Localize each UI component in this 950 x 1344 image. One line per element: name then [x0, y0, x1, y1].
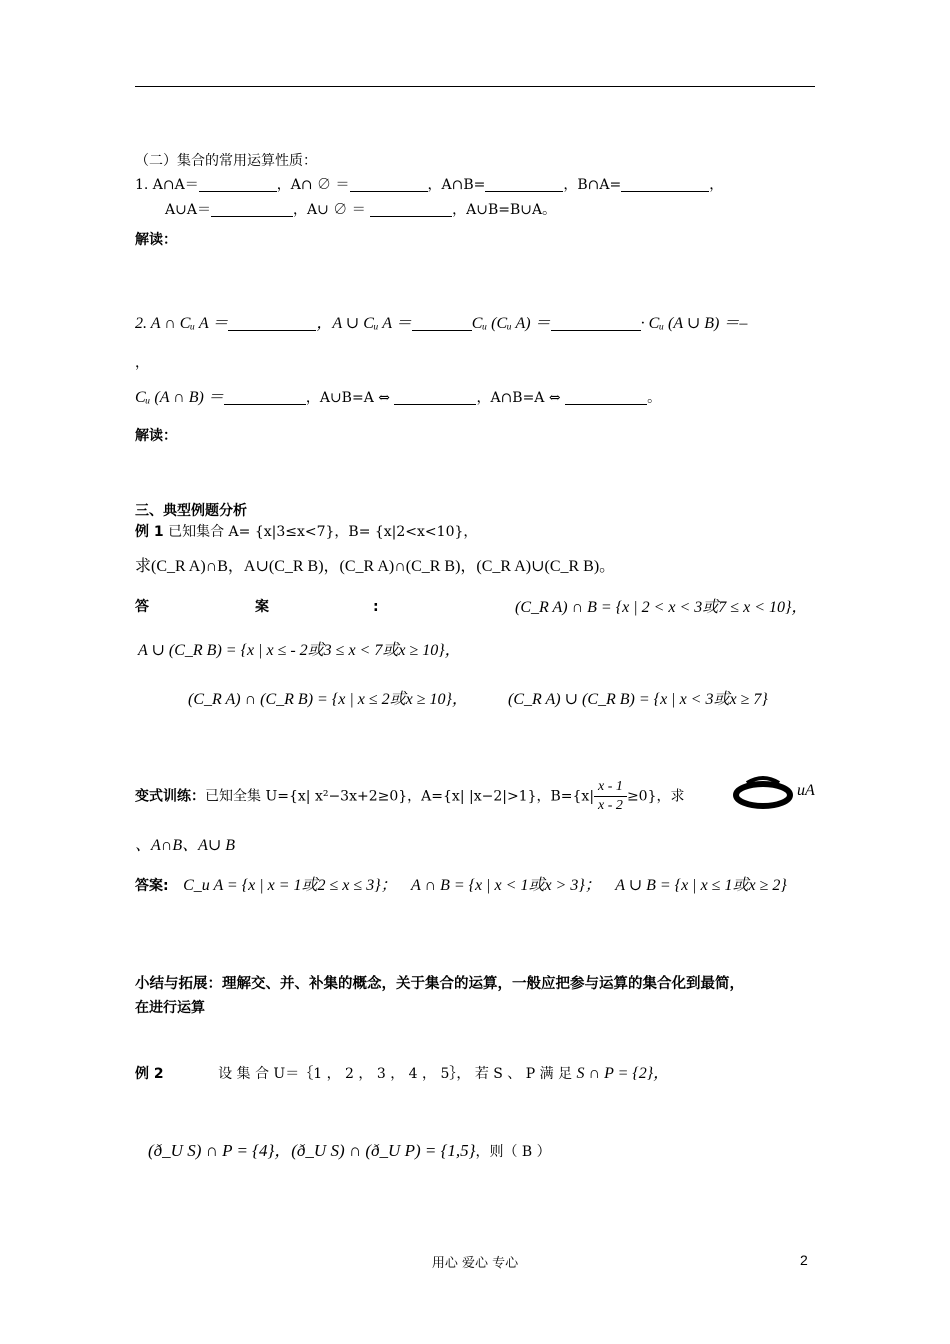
page-number: 2 — [800, 1252, 808, 1268]
property-text: A∪A＝ — [165, 202, 211, 218]
property-text: 1. A∩A＝ — [135, 177, 199, 193]
answer-blank — [370, 204, 452, 217]
property-text: ，A∪ ∅ ＝ — [292, 202, 371, 218]
section-heading: （二）集合的常用运算性质： — [135, 153, 317, 169]
answer-blank — [228, 318, 316, 331]
property-text: ，B∩A= — [563, 177, 622, 193]
summary-line-1: 小结与拓展：理解交、并、补集的概念，关于集合的运算，一般应把参与运算的集合化到最简， — [135, 976, 744, 992]
answer-blank — [350, 179, 428, 192]
comma: ， — [135, 355, 149, 371]
variant-label: 变式训练： — [135, 788, 205, 805]
q2-line2-mid2: ，A∩B=A ⇔ — [476, 390, 566, 406]
fraction-numerator: x - 1 — [594, 778, 627, 797]
example-2 — [135, 1060, 669, 1083]
answer-4: (C_R A) ∪ (C_R B) = {x | x < 3或x ≥ 7} — [508, 691, 768, 708]
q2-line2-start: Cᵤ (A ∩ B) ＝ — [135, 389, 224, 406]
q2-part-2: Cᵤ (Cᵤ A) ＝ — [471, 315, 551, 332]
answer-blank — [621, 179, 709, 192]
example-2-line-2 — [148, 1136, 551, 1161]
section-3-heading: 三、典型例题分析 — [135, 503, 247, 519]
variant-text: 已知全集 U={x| x²−3x+2≥0}，A={x| |x−2|>1}，B={x| — [205, 788, 595, 805]
properties-line-1 — [135, 174, 723, 194]
answer-blank — [211, 204, 293, 217]
example-1 — [135, 521, 477, 541]
variant-answer-label: 答案: — [135, 878, 169, 894]
answer-2: A ∪ (C_R B) = {x | x ≤ - 2或3 ≤ x < 7或x ≥ 10}， — [138, 642, 461, 659]
variant-answer-1: C_u A = {x | x = 1或2 ≤ x ≤ 3}； — [183, 877, 397, 894]
example-1-label: 例 1 — [135, 524, 164, 540]
answer-3: (C_R A) ∩ (C_R B) = {x | x ≤ 2或x ≥ 10}， — [188, 691, 468, 708]
complement-symbol-icon — [733, 775, 793, 809]
answer-char: 案 — [255, 599, 269, 615]
property-text: ，A∩ ∅ ＝ — [276, 177, 350, 193]
property-text: ， — [709, 177, 724, 193]
variant-line-2: 、A∩B、A∪ B — [135, 837, 236, 854]
answer-blank — [224, 392, 306, 405]
header-rule — [135, 86, 815, 87]
answer-blank — [551, 318, 641, 331]
variant-text-2: ≥0}，求 — [626, 788, 685, 805]
property-text: ，A∩B= — [427, 177, 486, 193]
fraction-denominator: x - 2 — [598, 798, 623, 813]
variant-answer-3: A ∪ B = {x | x ≤ 1或x ≥ 2} — [615, 877, 787, 894]
example-2-text: 设 集 合 U＝｛1 ， 2 ， 3 ， 4 ， 5｝， 若 S 、 P 满 足 — [218, 1066, 573, 1082]
jiedu-label-2: 解读： — [135, 428, 177, 444]
footer-text: 用心 爱心 专心 — [431, 1256, 519, 1271]
answer-blank — [199, 179, 277, 192]
example-1-text: 已知集合 A= {x|3≤x<7}，B= {x|2<x<10}， — [163, 524, 478, 540]
properties-line-2 — [165, 199, 556, 219]
answer-blank — [565, 392, 647, 405]
answer-1: (C_R A) ∩ B = {x | 2 < x < 3或7 ≤ x < 10}， — [515, 599, 808, 616]
example-2-expression: (ð_U S) ∩ P = {4}，(ð_U S) ∩ (ð_U P) = {1,5} — [148, 1141, 476, 1160]
q2-part-1: ，A ∪ Cᵤ A ＝ — [316, 315, 412, 332]
answer-char: : — [373, 599, 379, 615]
q2-part-3: · Cᵤ (A ∪ B) ＝– — [640, 315, 748, 332]
complement-subscript: uA — [797, 782, 815, 799]
q2-line2-mid: ，A∪B=A ⇔ — [305, 390, 395, 406]
complement-line-2 — [135, 384, 661, 407]
example-2-tail: ，则（ B ） — [475, 1144, 551, 1160]
property-text: ，A∪B=B∪A。 — [452, 202, 557, 218]
answer-blank — [485, 179, 563, 192]
jiedu-label: 解读： — [135, 232, 177, 248]
summary-line-2: 在进行运算 — [135, 1000, 205, 1016]
answer-blank — [412, 318, 472, 331]
example-1-question: 求(C_R A)∩B，A∪(C_R B)，(C_R A)∩(C_R B)，(C_R A)∪(C_R B)。 — [135, 558, 616, 575]
variant-fraction — [594, 778, 627, 815]
variant-training — [135, 778, 684, 815]
q2-line2-end: 。 — [647, 390, 662, 406]
variant-answer — [135, 872, 787, 895]
answer-char: 答 — [135, 599, 149, 615]
answer-label — [135, 596, 379, 616]
variant-answer-2: A ∩ B = {x | x < 1或x > 3}； — [411, 877, 601, 894]
q2-start: 2. A ∩ Cᵤ A ＝ — [135, 315, 229, 332]
example-2-label: 例 2 — [135, 1066, 164, 1082]
example-2-math: S ∩ P = {2}， — [576, 1065, 670, 1082]
complement-line-1 — [135, 310, 747, 333]
answer-blank — [394, 392, 476, 405]
